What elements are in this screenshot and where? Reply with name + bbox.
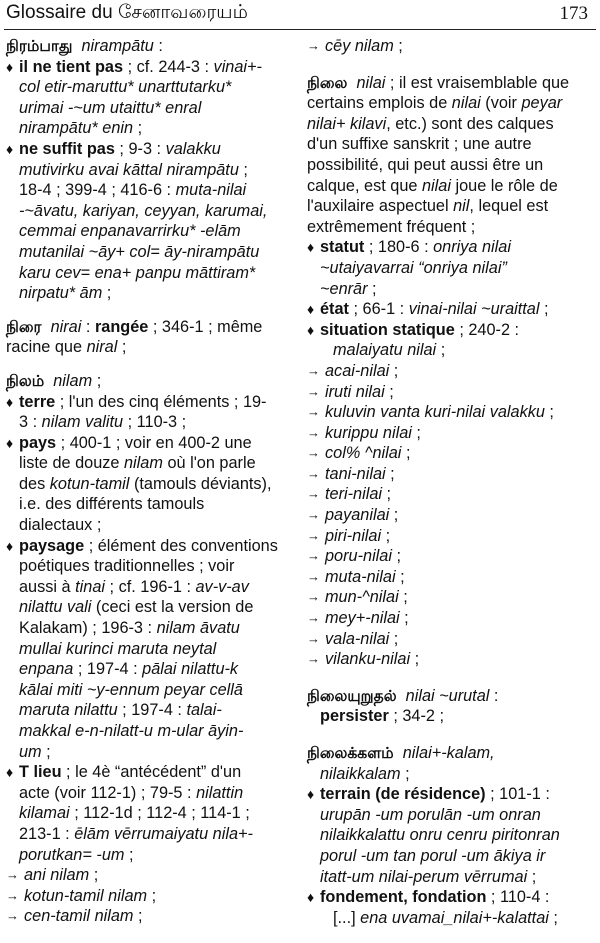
sense-situation: ♦ situation statique ; 240-2 : malaiyatu nilai ; xyxy=(307,320,520,360)
arrow-right-icon: → xyxy=(307,507,320,523)
right-column xyxy=(307,36,594,928)
entry-head: நிலை nilai ; il est vraisemblable que xyxy=(307,73,570,92)
sense-terre: ♦ terre ; l'un des cinq éléments ; 19- 3 : nilam valitu ; 110-3 ; xyxy=(6,392,267,432)
arrow-right-icon: → xyxy=(307,651,320,667)
sense: ♦ il ne tient pas ; cf. 244-3 : vinai+- col etir-maruttu* unarttutarku* urimai -~um utaittu* enral nirampātu* enin ; xyxy=(6,57,262,138)
headword: நிரம்பாது xyxy=(6,37,73,55)
sense-etat: ♦ état ; 66-1 : vinai-nilai ~uraittal ; xyxy=(307,300,549,319)
cross-reference: → muta-nilai ; xyxy=(307,567,405,586)
page-header xyxy=(0,0,600,30)
entry-nilam xyxy=(6,371,296,927)
sense-lieu: ♦ T lieu ; le 4è “antécédent” d'un acte (voir 112-1) ; 79-5 : nilattin kilamai ; 112-1d ; 112-4 ; 114-1 ; 213-1 : ēlām vērrumaiyatu nila+- porutkan= -um ; xyxy=(6,763,253,864)
headword: நிலம் xyxy=(6,371,45,390)
entry-head: நிலைக்களம் nilai+-kalam, xyxy=(307,744,495,762)
diamond-bullet-icon: ♦ xyxy=(307,786,315,803)
page-number: 173 xyxy=(559,3,588,24)
cross-reference: → poru-nilai ; xyxy=(307,547,402,566)
entry-head: நிரை nirai : rangée ; 346-1 ; même xyxy=(6,317,263,336)
sense-fondement: ♦ fondement, fondation ; 110-4 : [...] ena uvamai_nilai+-kalattai ; xyxy=(307,888,558,927)
entry-nilai-urutal: நிலையுறுதல் nilai ~urutal : persister ; 34-2 ; xyxy=(307,686,594,727)
diamond-bullet-icon: ♦ xyxy=(6,58,14,75)
headword: நிலையுறுதல் xyxy=(307,686,397,705)
arrow-right-icon: → xyxy=(307,486,320,502)
diamond-bullet-icon: ♦ xyxy=(307,301,315,318)
headword: நிலைக்களம் xyxy=(307,744,394,762)
diamond-bullet-icon: ♦ xyxy=(307,889,315,906)
cross-reference: → acai-nilai ; xyxy=(307,361,399,380)
entry-head: நிரம்பாது nirampātu : xyxy=(6,37,163,55)
sense: ♦ ne suffit pas ; 9-3 : valakku mutivirku avai kāttal nirampātu ; 18-4 ; 399-4 ; 416-6 : muta-nilai -~āvatu, kariyan, ceyyan, karumai, cemmai enpanavarrirku* -elām mutanilai ~āy+ col= āy-nirampātu karu cev= ena+ panpu māttiram* nirpatu* ām ; xyxy=(6,139,268,303)
cross-reference: → iruti nilai ; xyxy=(307,382,394,401)
left-column xyxy=(6,36,296,927)
arrow-right-icon: → xyxy=(307,465,320,481)
cross-reference: → tani-nilai ; xyxy=(307,464,395,483)
entry-nirai: நிரை nirai : rangée ; 346-1 ; même racine que niral ; xyxy=(6,317,296,358)
cross-reference: → kotun-tamil nilam ; xyxy=(6,886,157,905)
diamond-bullet-icon: ♦ xyxy=(6,537,14,554)
arrow-right-icon: → xyxy=(307,38,320,53)
header-rule xyxy=(4,29,596,30)
arrow-right-icon: → xyxy=(307,630,320,646)
diamond-bullet-icon: ♦ xyxy=(6,764,14,781)
cross-reference: → mun-^nilai ; xyxy=(307,588,408,607)
cross-reference: → ani nilam ; xyxy=(6,866,99,885)
sense-pays: ♦ pays ; 400-1 ; voir en 400-2 une liste de douze nilam où l'on parle des kotun-tamil (tamouls déviants), i.e. des différents tamouls dialectaux ; xyxy=(6,433,272,535)
diamond-bullet-icon: ♦ xyxy=(6,434,14,451)
entry-nilai: நிலை nilai ; il est vraisemblable que certains emplois de nilai (voir peyar nilai+ kilavi, etc.) sont des calques d'un suffixe sanskrit ; une autre possibilité, qui peut aussi être un calque, est que nilai joue le rôle de l'auxilaire aspectuel nil, lequel est extrêmement fréquent ; ♦ statut ; 180-6 : onriya nilai ~utaiyavarrai “onriya nilai” ~enrār ; ♦ état ; 66-1 : vinai-nilai ~uraittal ; ♦ situation statique ; 240-2 : malaiyatu nilai ; → acai-nilai ; → iruti nilai ; → kuluvin vanta kuri-nilai valakku ; → kurippu nilai ; → col% ^nilai ; → tani-nilai ; → teri-nilai ; → payanilai ; → piri-nilai ; → poru-nilai ; → muta-nilai ; → mun-^nilai ; → mey+-nilai ; → vala-nilai ; → vilanku-nilai ; xyxy=(307,73,594,670)
cross-reference: → payanilai ; xyxy=(307,506,399,525)
sense-paysage: ♦ paysage ; élément des conventions poétiques traditionnelles ; voir aussi à tinai ; cf. 196-1 : av-v-av nilattu vali (ceci est la version de Kalakam) ; 196-3 : nilam āvatu mullai kurinci maruta neytal enpana ; 197-4 : pālai nilattu-k kālai miti ~y-ennum peyar cellā maruta nilattu ; 197-4 : talai- makkal e-n-nilatt-u m-ular āyin- um ; xyxy=(6,536,278,761)
arrow-right-icon: → xyxy=(307,589,320,605)
headword: நிலை xyxy=(307,73,348,92)
cross-reference: → col% ^nilai ; xyxy=(307,444,411,463)
cross-reference: → vilanku-nilai ; xyxy=(307,650,420,669)
diamond-bullet-icon: ♦ xyxy=(307,321,315,338)
arrow-right-icon: → xyxy=(6,867,19,883)
arrow-right-icon: → xyxy=(307,527,320,543)
cross-reference: → teri-nilai ; xyxy=(307,485,392,504)
diamond-bullet-icon: ♦ xyxy=(6,393,14,410)
cross-reference: → mey+-nilai ; xyxy=(307,609,409,628)
headword: நிரை xyxy=(6,317,42,336)
arrow-right-icon: → xyxy=(307,424,320,440)
cross-reference: → cen-tamil nilam ; xyxy=(6,907,143,926)
transliteration: nirampātu xyxy=(81,37,154,55)
sense-statut: ♦ statut ; 180-6 : onriya nilai ~utaiyavarrai “onriya nilai” ~enrār ; xyxy=(307,238,511,298)
entry-head: நிலையுறுதல் nilai ~urutal : xyxy=(307,686,499,705)
running-title: Glossaire du சேனாவரையம் xyxy=(6,2,248,23)
arrow-right-icon: → xyxy=(307,404,320,420)
cross-reference: → piri-nilai ; xyxy=(307,526,391,545)
arrow-right-icon: → xyxy=(307,383,320,399)
entry-nilaikkalam: நிலைக்களம் nilai+-kalam, nilaikkalam ; ♦ terrain (de résidence) ; 101-1 : urupān -um porulān -um onran nilaikkalattu onru cenru piritonran porul -um tan porul -um ākiya ir itatt-um nilai-perum vērrumai ; ♦ fondement, fondation ; 110-4 : [...] ena uvamai_nilai+-kalattai ; xyxy=(307,743,594,928)
cross-reference: → kurippu nilai ; xyxy=(307,423,421,442)
arrow-right-icon: → xyxy=(6,887,19,903)
arrow-right-icon: → xyxy=(307,362,320,378)
cross-reference: → kuluvin vanta kuri-nilai valakku ; xyxy=(307,403,554,422)
arrow-right-icon: → xyxy=(307,445,320,461)
diamond-bullet-icon: ♦ xyxy=(307,239,315,256)
diamond-bullet-icon: ♦ xyxy=(6,140,14,157)
cross-reference-list xyxy=(307,361,594,670)
arrow-right-icon: → xyxy=(307,548,320,564)
arrow-right-icon: → xyxy=(6,908,19,924)
arrow-right-icon: → xyxy=(307,610,320,626)
cross-reference: → cēy nilam ; xyxy=(307,37,403,55)
entry-head: நிலம் nilam ; xyxy=(6,371,102,390)
sense-terrain: ♦ terrain (de résidence) ; 101-1 : urupān -um porulān -um onran nilaikkalattu onru cenru piritonran porul -um tan porul -um ākiya ir itatt-um nilai-perum vērrumai ; xyxy=(307,785,560,886)
arrow-right-icon: → xyxy=(307,568,320,584)
entry-nirampatu xyxy=(6,36,296,304)
cross-reference: → vala-nilai ; xyxy=(307,629,399,648)
